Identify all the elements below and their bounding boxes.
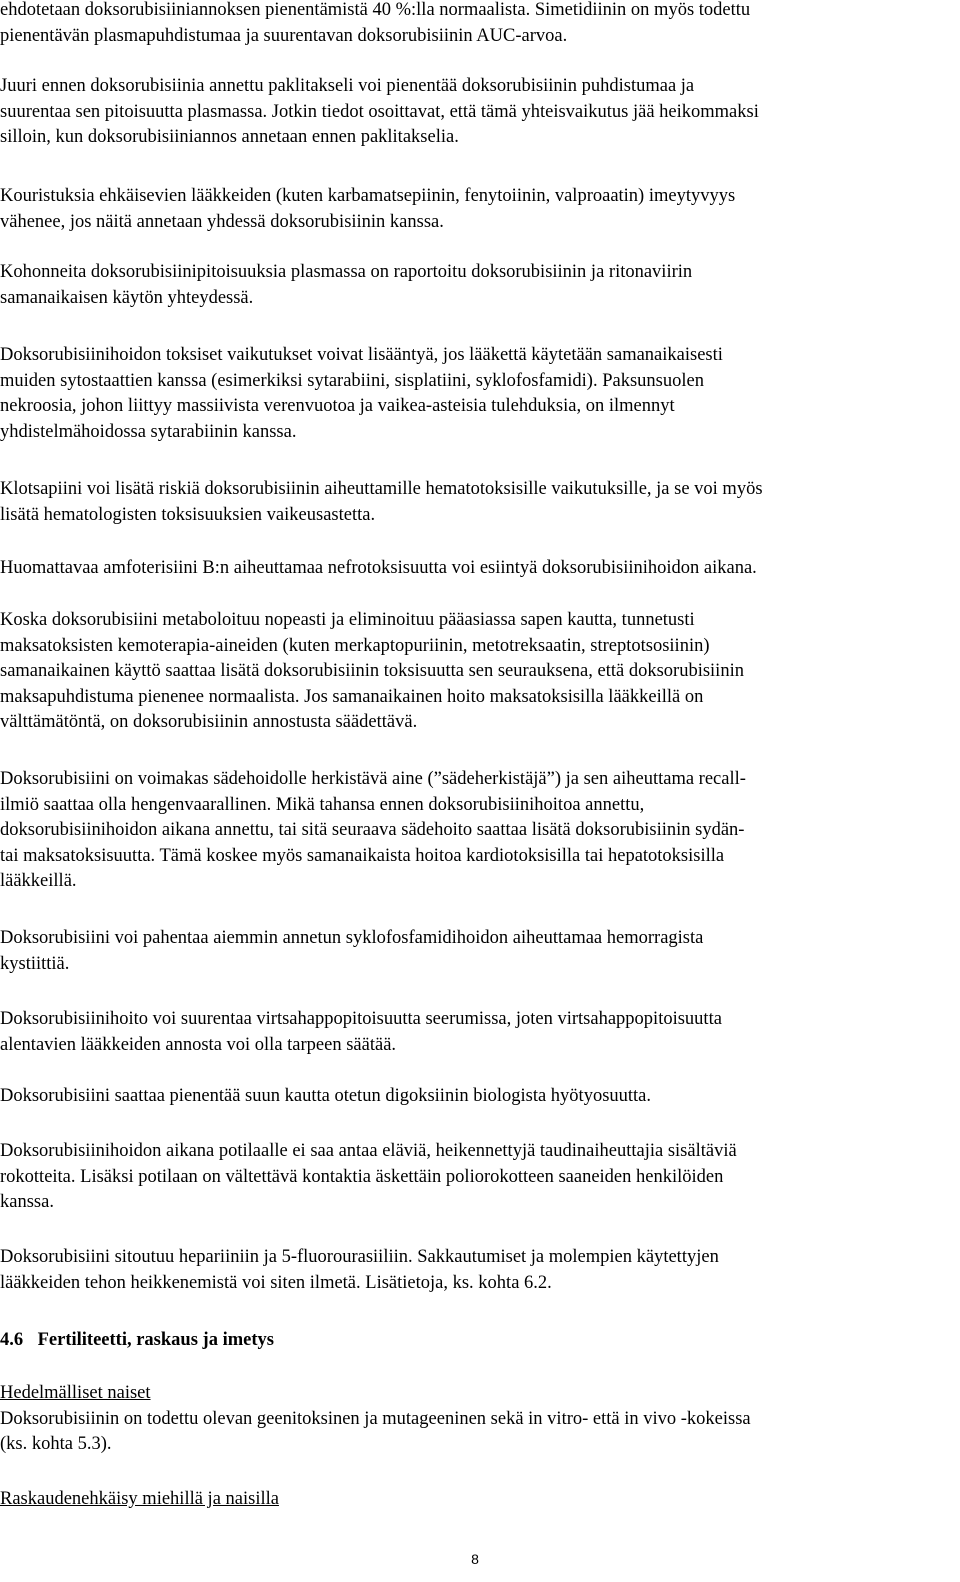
text-line: Doksorubisiini voi pahentaa aiemmin annetun syklofosfamidihoidon aiheuttamaa hemorragista	[0, 928, 704, 948]
text-line: nekroosia, johon liittyy massiivista verenvuotoa ja vaikea-asteisia tulehduksia, on ilmennyt	[0, 396, 675, 416]
paragraph-amphotericin	[0, 556, 950, 582]
paragraph-heparin	[0, 1245, 950, 1296]
text-line: Doksorubisiinin on todettu olevan geenitoksinen ja mutageeninen sekä in vitro- että in vivo -kokeissa	[0, 1408, 751, 1429]
paragraph-radiotherapy	[0, 767, 950, 895]
paragraph-clozapine	[0, 477, 950, 528]
text-line: maksatoksisten kemoterapia-aineiden (kuten merkaptopuriinin, metotreksaatin, streptotsosiinin)	[0, 635, 710, 656]
text-line: lääkkeillä.	[0, 871, 77, 891]
subsection-heading: Hedelmälliset naiset	[0, 1383, 151, 1403]
text-line: maksapuhdistuma pienenee normaalista. Jos samanaikainen hoito maksatoksisilla lääkkeillä on	[0, 686, 704, 707]
text-line: Juuri ennen doksorubisiinia annettu paklitakseli voi pienentää doksorubisiinin puhdistumaa ja	[0, 76, 695, 96]
text-line: alentavien lääkkeiden annosta voi olla tarpeen säätää.	[0, 1034, 397, 1055]
text-line: Koska doksorubisiini metaboloituu nopeasti ja eliminoituu pääasiassa sapen kautta, tunnetusti	[0, 610, 695, 630]
paragraph-anticonvulsants	[0, 184, 950, 235]
text-line: Kohonneita doksorubisiinipitoisuuksia plasmassa on raportoitu doksorubisiinin ja ritonaviirin	[0, 262, 693, 282]
text-line: lisätä hematologisten toksisuuksien vaikeusastetta.	[0, 504, 376, 525]
text-line: pienentävän plasmapuhdistumaa ja suurentavan doksorubisiinin AUC-arvoa.	[0, 25, 568, 46]
text-line: Huomattavaa amfoterisiini B:n aiheuttamaa nefrotoksisuutta voi esiintyä doksorubisiinihoidon aikana.	[0, 558, 757, 578]
text-line: suurentaa sen pitoisuutta plasmassa. Jotkin tiedot osoittavat, että tämä yhteisvaikutus jää heikommaksi	[0, 101, 759, 122]
text-line: Doksorubisiinihoito voi suurentaa virtsahappopitoisuutta seerumissa, joten virtsahappopitoisuutta	[0, 1009, 722, 1029]
page-number: 8	[471, 1551, 479, 1567]
text-line: kystiittiä.	[0, 953, 70, 974]
text-line: silloin, kun doksorubisiiniannos annetaan ennen paklitakselia.	[0, 127, 459, 147]
text-line: rokotteita. Lisäksi potilaan on vältettävä kontaktia äskettäin poliorokotteen saaneiden henkilöiden	[0, 1166, 724, 1187]
text-line: kanssa.	[0, 1192, 54, 1212]
paragraph-paclitaxel	[0, 74, 950, 151]
paragraph-cimetidine-end	[0, 0, 950, 49]
paragraph-digoxin	[0, 1084, 950, 1110]
subsection-heading: Raskaudenehkäisy miehillä ja naisilla	[0, 1489, 279, 1509]
subsection-contraception	[0, 1487, 950, 1513]
paragraph-hepatotoxic	[0, 608, 950, 736]
section-number: 4.6	[0, 1330, 24, 1350]
text-line: Kouristuksia ehkäisevien lääkkeiden (kuten karbamatsepiinin, fenytoiinin, valproaatin) imeytyvyys	[0, 186, 736, 206]
text-line: Doksorubisiini saattaa pienentää suun kautta otetun digoksiinin biologista hyötyosuutta.	[0, 1086, 652, 1106]
text-line: Klotsapiini voi lisätä riskiä doksorubisiinin aiheuttamille hematotoksisille vaikutuksille, ja se voi myös	[0, 479, 763, 499]
paragraph-ritonavir	[0, 260, 950, 311]
section-title: Fertiliteetti, raskaus ja imetys	[37, 1330, 274, 1350]
text-line: muiden sytostaattien kanssa (esimerkiksi sytarabiini, sisplatiini, syklofosfamidi). Paksunsuolen	[0, 370, 704, 391]
text-line: ehdotetaan doksorubisiiniannoksen pienentämistä 40 %:lla normaalista. Simetidiinin on myös todettu	[0, 0, 751, 20]
text-line: samanaikainen käyttö saattaa lisätä doksorubisiinin toksisuutta sen seurauksena, että doksorubisiinin	[0, 661, 744, 681]
paragraph-cytostatics	[0, 343, 950, 445]
paragraph-vaccines	[0, 1139, 950, 1216]
subsection-fertile-women	[0, 1381, 950, 1458]
text-line: yhdistelmähoidossa sytarabiinin kanssa.	[0, 421, 297, 442]
section-heading	[0, 1328, 950, 1354]
text-line: Doksorubisiini sitoutuu hepariiniin ja 5-fluorourasiiliin. Sakkautumiset ja molempien käytettyjen	[0, 1247, 719, 1267]
text-line: vähenee, jos näitä annetaan yhdessä doksorubisiinin kanssa.	[0, 211, 444, 232]
text-line: lääkkeiden tehon heikkenemistä voi siten ilmetä. Lisätietoja, ks. kohta 6.2.	[0, 1272, 552, 1293]
text-line: ilmiö saattaa olla hengenvaarallinen. Mikä tahansa ennen doksorubisiinihoitoa annettu,	[0, 794, 645, 815]
text-line: Doksorubisiinihoidon aikana potilaalle ei saa antaa eläviä, heikennettyjä taudinaiheuttajia sisältäviä	[0, 1141, 737, 1161]
text-line: (ks. kohta 5.3).	[0, 1434, 112, 1454]
paragraph-cyclophosphamide	[0, 926, 950, 977]
text-line: Doksorubisiini on voimakas sädehoidolle herkistävä aine (”sädeherkistäjä”) ja sen aiheuttama recall-	[0, 769, 746, 789]
text-line: välttämätöntä, on doksorubisiinin annostusta säädettävä.	[0, 712, 418, 732]
text-line: Doksorubisiinihoidon toksiset vaikutukset voivat lisääntyä, jos lääkettä käytetään samanaikaisesti	[0, 345, 723, 365]
paragraph-uric-acid	[0, 1007, 950, 1058]
text-line: tai maksatoksisuutta. Tämä koskee myös samanaikaista hoitoa kardiotoksisilla tai hepatotoksisilla	[0, 845, 725, 866]
text-line: samanaikaisen käytön yhteydessä.	[0, 287, 254, 308]
text-line: doksorubisiinihoidon aikana annettu, tai sitä seuraava sädehoito saattaa lisätä doksorubisiinin sydän-	[0, 820, 745, 840]
